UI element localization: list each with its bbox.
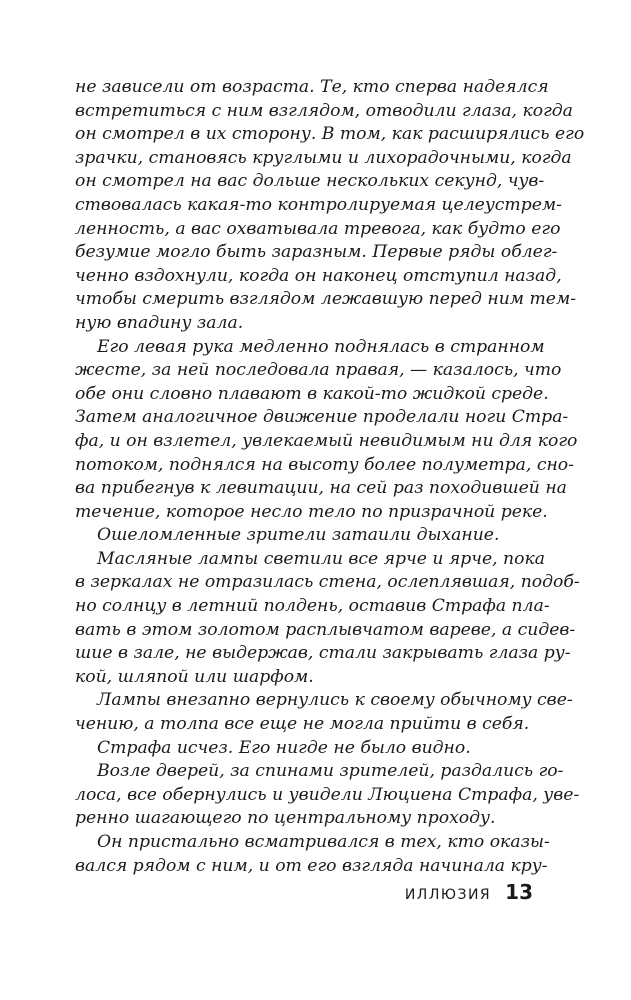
text-line: Страфа исчез. Его нигде не было видно. <box>97 737 471 758</box>
text-line: чтобы смерить взглядом лежавшую перед ним тем- <box>75 289 577 310</box>
text-line: встретиться с ним взглядом, отводили глаза, когда <box>75 100 573 121</box>
text-line: зрачки, становясь круглыми и лихорадочными, когда <box>75 147 572 168</box>
page-footer <box>405 880 533 906</box>
text-line: ва прибегнув к левитации, на сей раз походившей на <box>75 478 567 499</box>
text-line: ренно шагающего по центральному проходу. <box>75 808 496 829</box>
text-line: не зависели от возраста. Те, кто сперва надеялся <box>75 77 549 97</box>
text-line: Его левая рука медленно поднялась в странном <box>97 336 545 357</box>
text-line: Масляные лампы светили все ярче и ярче, пока <box>97 548 545 569</box>
text-line: жесте, за ней последовала правая, — казалось, что <box>75 360 562 381</box>
text-line: чению, а толпа все еще не могла прийти в себя. <box>75 714 530 735</box>
text-line: Ошеломленные зрители затаили дыхание. <box>97 525 500 546</box>
text-line: фа, и он взлетел, увлекаемый невидимым ни для кого <box>75 430 578 451</box>
running-title: ИЛЛЮЗИЯ <box>404 887 492 903</box>
text-line: обе они словно плавают в какой-то жидкой среде. <box>75 383 549 404</box>
text-line: Он пристально всматривался в тех, кто оказы- <box>97 832 550 852</box>
text-line: но солнцу в летний полдень, оставив Страфа пла- <box>75 596 550 617</box>
text-line: шие в зале, не выдержав, стали закрывать глаза ру- <box>75 643 571 664</box>
text-line: ную впадину зала. <box>75 312 244 333</box>
body-text <box>75 76 585 878</box>
text-line: Возле дверей, за спинами зрителей, раздались го- <box>97 761 564 782</box>
text-line: вался рядом с ним, и от его взгляда начинала кру- <box>75 855 548 876</box>
text-line: Затем аналогичное движение проделали ноги Стра- <box>75 407 569 428</box>
text-line: ченно вздохнули, когда он наконец отступил назад, <box>75 265 562 286</box>
text-line: в зеркалах не отразилась стена, ослеплявшая, подоб- <box>75 572 580 593</box>
text-line: Лампы внезапно вернулись к своему обычному све- <box>97 690 573 711</box>
text-line: ленность, а вас охватывала тревога, как будто его <box>75 218 561 239</box>
text-line: потоком, поднялся на высоту более полуметра, сно- <box>75 454 574 475</box>
text-line: кой, шляпой или шарфом. <box>75 666 314 687</box>
page-number: 13 <box>505 880 533 904</box>
text-line: безумие могло быть заразным. Первые ряды облег- <box>75 242 558 263</box>
text-line: вать в этом золотом расплывчатом вареве, а сидев- <box>75 619 576 640</box>
text-line: течение, которое несло тело по призрачной реке. <box>75 501 548 522</box>
text-line: ствовалась какая-то контролируемая целеустрем- <box>75 194 562 215</box>
text-line: он смотрел на вас дольше нескольких секунд, чув- <box>75 171 545 192</box>
text-line: лоса, все обернулись и увидели Люциена Страфа, уве- <box>75 784 580 805</box>
text-line: он смотрел в их сторону. В том, как расширялись его <box>75 124 585 145</box>
